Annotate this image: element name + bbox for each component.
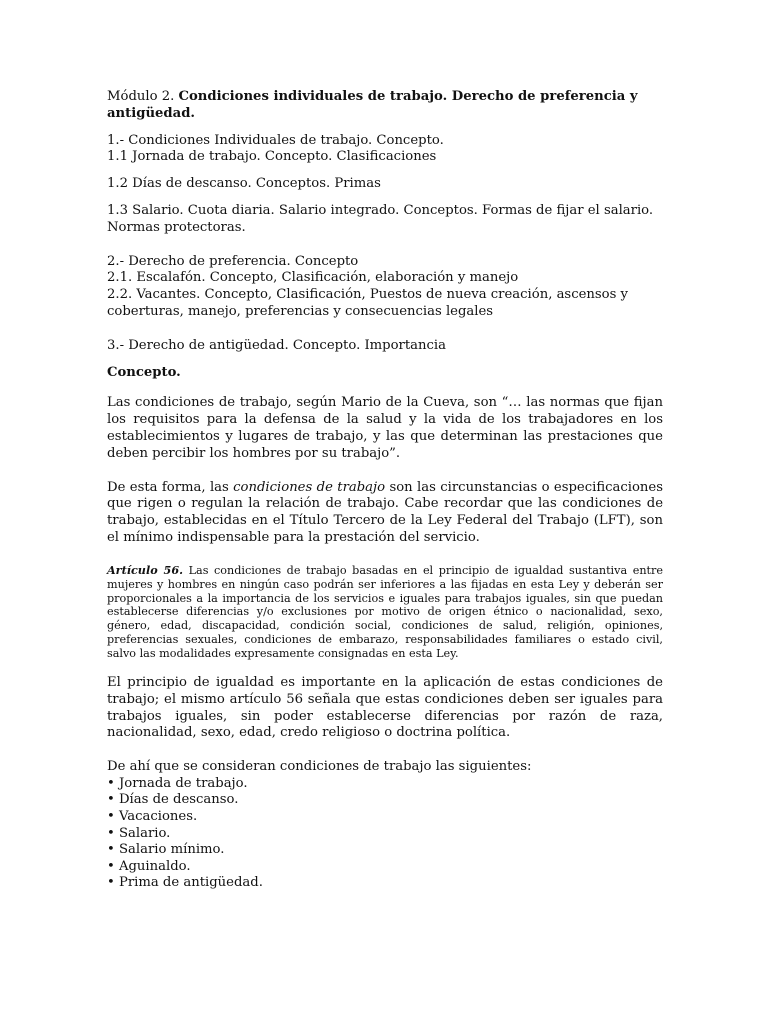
list-item: • Prima de antigüedad. bbox=[107, 875, 263, 891]
outline-item-1-2: 1.2 Días de descanso. Conceptos. Primas bbox=[107, 176, 381, 192]
list-item: • Salario. bbox=[107, 825, 171, 841]
para2-after: son las circunstancias o especificaciones que rigen o regulan la relación de trabajo. Cabe recordar que las condiciones de trabajo, establecidas en el Título Tercero de la Ley Federal del Trabajo (LFT), son el mínimo indispensable para la prestación del servicio. bbox=[107, 479, 663, 545]
list-item: • Aguinaldo. bbox=[107, 858, 191, 874]
concepto-paragraph-2 bbox=[107, 480, 663, 547]
module-heading bbox=[107, 89, 663, 123]
outline-item-1-1: 1.1 Jornada de trabajo. Concepto. Clasificaciones bbox=[107, 149, 437, 165]
igualdad-paragraph: El principio de igualdad es importante en la aplicación de estas condiciones de trabajo; el mismo artículo 56 señala que estas condiciones deben ser iguales para trabajos iguales, sin poder establecerse diferencias por razón de raza, nacionalidad, sexo, edad, credo religioso o doctrina política. bbox=[107, 675, 663, 741]
outline-item-1: 1.- Condiciones Individuales de trabajo. Concepto. bbox=[107, 132, 444, 148]
list-item: • Jornada de trabajo. bbox=[107, 775, 248, 791]
list-item: • Salario mínimo. bbox=[107, 842, 225, 858]
concepto-heading: Concepto. bbox=[107, 364, 181, 380]
para2-italic: condiciones de trabajo bbox=[233, 479, 386, 495]
articulo-label: Artículo 56. bbox=[107, 562, 184, 577]
outline-item-2-2: 2.2. Vacantes. Concepto, Clasificación, Puestos de nueva creación, ascensos y coberturas, manejo, preferencias y consecuencias legales bbox=[107, 287, 629, 319]
outline-item-3: 3.- Derecho de antigüedad. Concepto. Importancia bbox=[107, 337, 446, 353]
document-body bbox=[107, 89, 663, 892]
module-title: Condiciones individuales de trabajo. Derecho de preferencia y antigüedad. bbox=[107, 89, 638, 121]
list-item: • Vacaciones. bbox=[107, 809, 198, 825]
list-intro: De ahí que se consideran condiciones de trabajo las siguientes: bbox=[107, 759, 532, 775]
articulo-text: Las condiciones de trabajo basadas en el principio de igualdad sustantiva entre mujeres y hombres en ningún caso podrán ser inferiores a las fijadas en esta Ley y deberán ser proporcionales a la importancia de los servicios e iguales para trabajos iguales, sin que puedan establecerse diferencias y/o exclusiones por motivo de origen étnico o nacionalidad, sexo, género, edad, discapacidad, condición social, condiciones de salud, religión, opiniones, preferencias sexuales, condiciones de embarazo, responsabilidades familiares o estado civil, salvo las modalidades expresamente consignadas en esta Ley. bbox=[107, 563, 663, 661]
concepto-paragraph-1: Las condiciones de trabajo, según Mario de la Cueva, son “… las normas que fijan los requisitos para la defensa de la salud y la vida de los trabajadores en los establecimientos y lugares de trabajo, y las que determinan las prestaciones que deben percibir los hombres por su trabajo”. bbox=[107, 395, 663, 461]
articulo-56-block bbox=[107, 564, 663, 661]
outline-item-2: 2.- Derecho de preferencia. Concepto bbox=[107, 253, 359, 269]
outline-item-2-1: 2.1. Escalafón. Concepto, Clasificación, elaboración y manejo bbox=[107, 270, 519, 286]
module-prefix: Módulo 2. bbox=[107, 89, 179, 104]
outline-item-1-3: 1.3 Salario. Cuota diaria. Salario integrado. Conceptos. Formas de fijar el salario. Normas protectoras. bbox=[107, 202, 654, 235]
para2-before: De esta forma, las bbox=[107, 479, 234, 495]
conditions-list bbox=[107, 759, 663, 892]
list-item: • Días de descanso. bbox=[107, 792, 239, 808]
